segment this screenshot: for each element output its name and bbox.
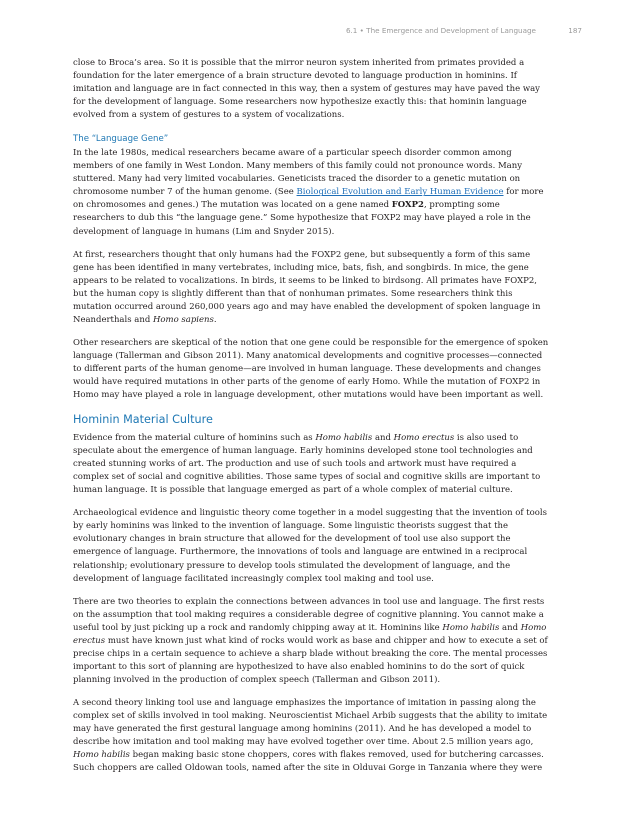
paragraph-material-culture: Evidence from the material culture of hominins such as Homo habilis and Homo erectus is also used to speculate about the emergence of human language. Early hominins developed stone tool technologies and created stunning works of art. The production and use of such tools and artwork must have required a complex set of social and cognitive abilities. Those same types of social and cognitive skills are important to human language. It is possible that language emerged as part of a whole complex of material culture.: [73, 433, 541, 496]
paragraph-two-theories: There are two theories to explain the connections between advances in tool use and language. The first rests on the assumption that tool making requires a considerable degree of cognitive planning. You cannot make a useful tool by just picking up a rock and randomly chipping away at it. Hominins like Homo habilis and Homo erectus must have known just what kind of rocks would work as base and chipper and how to execute a set of precise chips in a certain sequence to achieve a sharp blade without breaking the core. The mental processes important to this sort of planning are hypothesized to have also enabled hominins to do the sort of quick planning involved in the production of complex speech (Tallerman and Gibson 2011).: [73, 596, 548, 685]
species-name: Homo habilis: [73, 750, 130, 761]
species-name: Homo erectus: [393, 433, 455, 444]
section-heading-material-culture: Hominin Material Culture: [73, 413, 213, 427]
paragraph-foxp2-vertebrates: At first, researchers thought that only humans had the FOXP2 gene, but subsequently a form of this same gene has been identified in many vertebrates, including mice, bats, fish, and songbirds. In mice, the gene appears to be related to vocalizations. In birds, it seems to be linked to birdsong. All primates have FOXP2, but the human copy is slightly different than that of nonhuman primates. Some researchers think this mutation occurred around 260,000 years ago and may have enabled the development of spoken language in Neanderthals and Homo sapiens.: [73, 249, 541, 325]
page-body: [73, 57, 553, 785]
species-name: Homo erectus: [73, 622, 547, 646]
paragraph-foxp2-discovery: In the late 1980s, medical researchers became aware of a particular speech disorder common among members of one family in West London. Many members of this family could not pronounce words. Many stuttered. Many had very limited vocabularies. Geneticists traced the disorder to a genetic mutation on chromosome number 7 of the human genome. (See Biological Evolution and Early Human Evidence for more on chromosomes and genes.) The mutation was located on a gene named FOXP2, prompting some researchers to dub this “the language gene.” Some hypothesize that FOXP2 may have played a role in the development of language in humans (Lim and Snyder 2015).: [73, 148, 544, 237]
gene-name-foxp2: FOXP2: [391, 200, 424, 211]
subheading-language-gene: The “Language Gene”: [73, 134, 169, 145]
running-header: [0, 26, 582, 35]
running-title: 6.1 • The Emergence and Development of Language: [345, 26, 536, 35]
page-number: 187: [568, 26, 582, 35]
paragraph-skeptics: Other researchers are skeptical of the notion that one gene could be responsible for the emergence of spoken language (Tallerman and Gibson 2011). Many anatomical developments and cognitive processes—connected to different parts of the human genome—are involved in human language. These developments and changes would have required mutations in other parts of the genome of early Homo. While the mutation of FOXP2 in Homo may have played a role in language development, other mutations would have been important as well.: [73, 337, 549, 401]
species-name: Homo sapiens: [152, 314, 214, 325]
species-name: Homo habilis: [442, 622, 500, 633]
link-biological-evolution[interactable]: Biological Evolution and Early Human Evidence: [296, 187, 504, 198]
paragraph-mirror-neurons: close to Broca’s area. So it is possible that the mirror neuron system inherited from primates provided a foundation for the later emergence of a brain structure devoted to language production in hominins. If imitation and language are in fact connected in this way, then a system of gestures may have paved the way for the development of language. Some researchers now hypothesize exactly this: that hominin language evolved from a system of gestures to a system of vocalizations.: [73, 58, 540, 121]
paragraph-archaeological-evidence: Archaeological evidence and linguistic theory come together in a model suggesting that the invention of tools by early hominins was linked to the invention of language. Some linguistic theorists suggest that the evolutionary changes in brain structure that allowed for the development of tool use also support the emergence of language. Furthermore, the innovations of tools and language are entwined in a reciprocal relationship; evolutionary pressure to develop tools stimulated the development of language, and the development of language facilitated increasingly complex tool making and tool use.: [73, 508, 547, 584]
species-name: Homo habilis: [315, 433, 373, 444]
paragraph-imitation-theory: A second theory linking tool use and language emphasizes the importance of imitation in passing along the complex set of skills involved in tool making. Neuroscientist Michael Arbib suggests that the ability to imitate may have generated the first gestural language among hominins (2011). And he has developed a model to describe how imitation and tool making may have evolved together over time. About 2.5 million years ago, Homo habilis began making basic stone choppers, cores with flakes removed, used for butchering carcasses. Such choppers are called Oldowan tools, named after the site in Olduvai Gorge in Tanzania where they were: [73, 697, 548, 774]
